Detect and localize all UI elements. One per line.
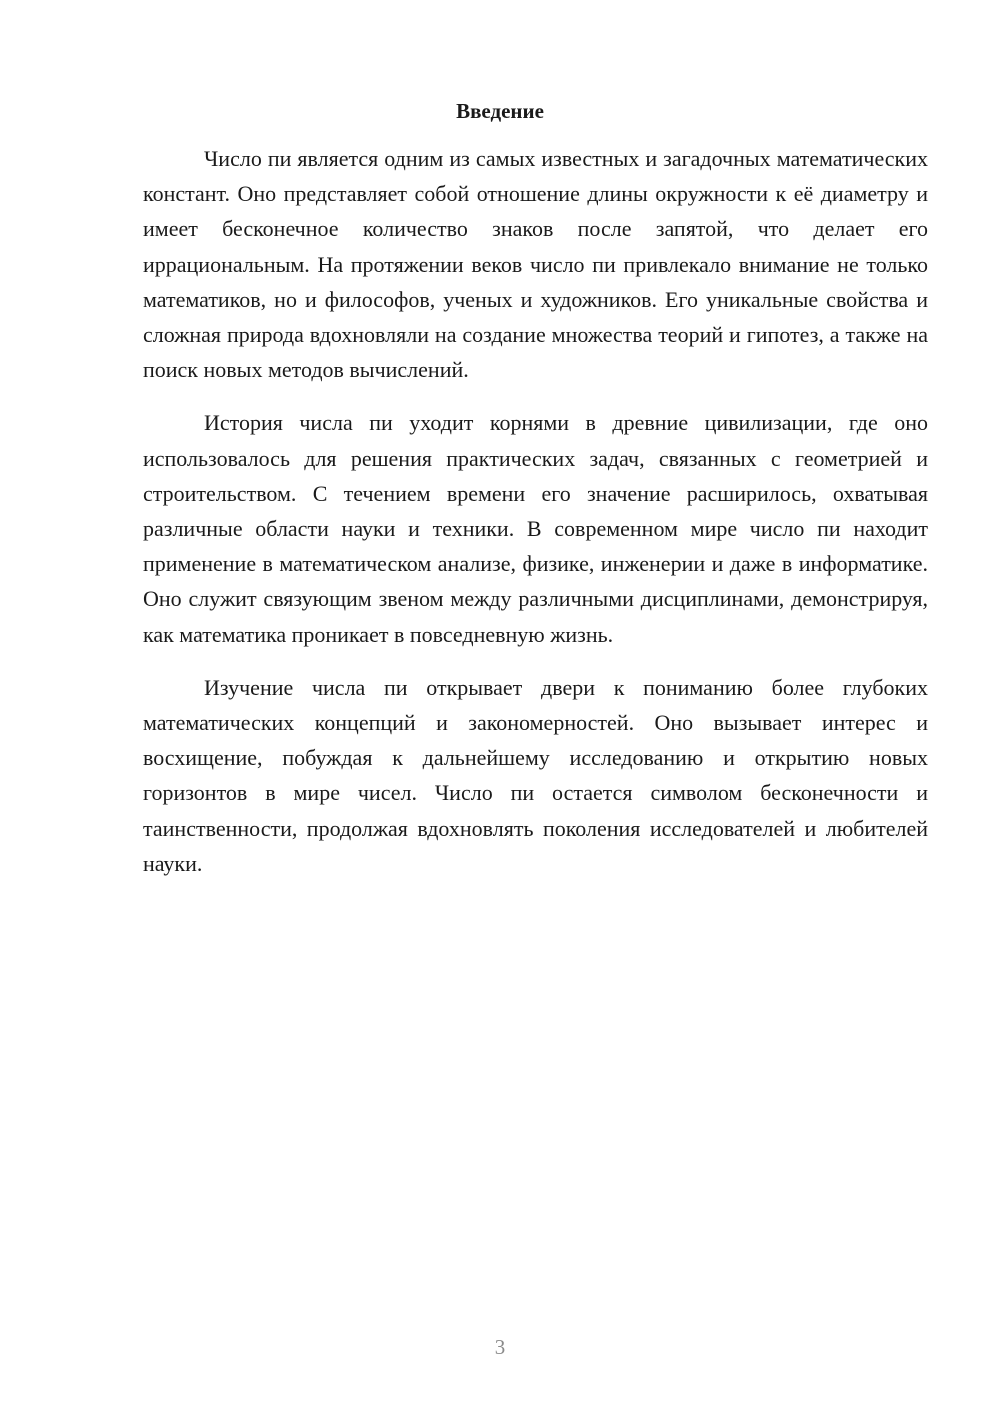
paragraph-2: История числа пи уходит корнями в древние цивилизации, где оно использовалось для решения практических задач, связанных с геометрией и строительством. С течением времени его значение расширилось, охватывая различные области науки и техники. В современном мире число пи находит применение в математическом анализе, физике, инженерии и даже в информатике. Оно служит связующим звеном между различными дисциплинами, демонстрируя, как математика проникает в повседневную жизнь.	[143, 410, 928, 647]
page-title: Введение	[456, 99, 544, 123]
paragraph-3: Изучение числа пи открывает двери к пониманию более глубоких математических концепций и закономерностей. Оно вызывает интерес и восхищение, побуждая к дальнейшему исследованию и открытию новых горизонтов в мире чисел. Число пи остается символом бесконечности и таинственности, продолжая вдохновлять поколения исследователей и любителей науки.	[143, 674, 928, 876]
paragraph-1: Число пи является одним из самых известных и загадочных математических констант. Оно представляет собой отношение длины окружности к её диаметру и имеет бесконечное количество знаков после запятой, что делает его иррациональным. На протяжении веков число пи привлекало внимание не только математиков, но и философов, ученых и художников. Его уникальные свойства и сложная природа вдохновляли на создание множества теорий и гипотез, а также на поиск новых методов вычислений.	[143, 146, 928, 383]
page-number: 3	[494, 1335, 506, 1359]
document-body	[143, 141, 928, 899]
